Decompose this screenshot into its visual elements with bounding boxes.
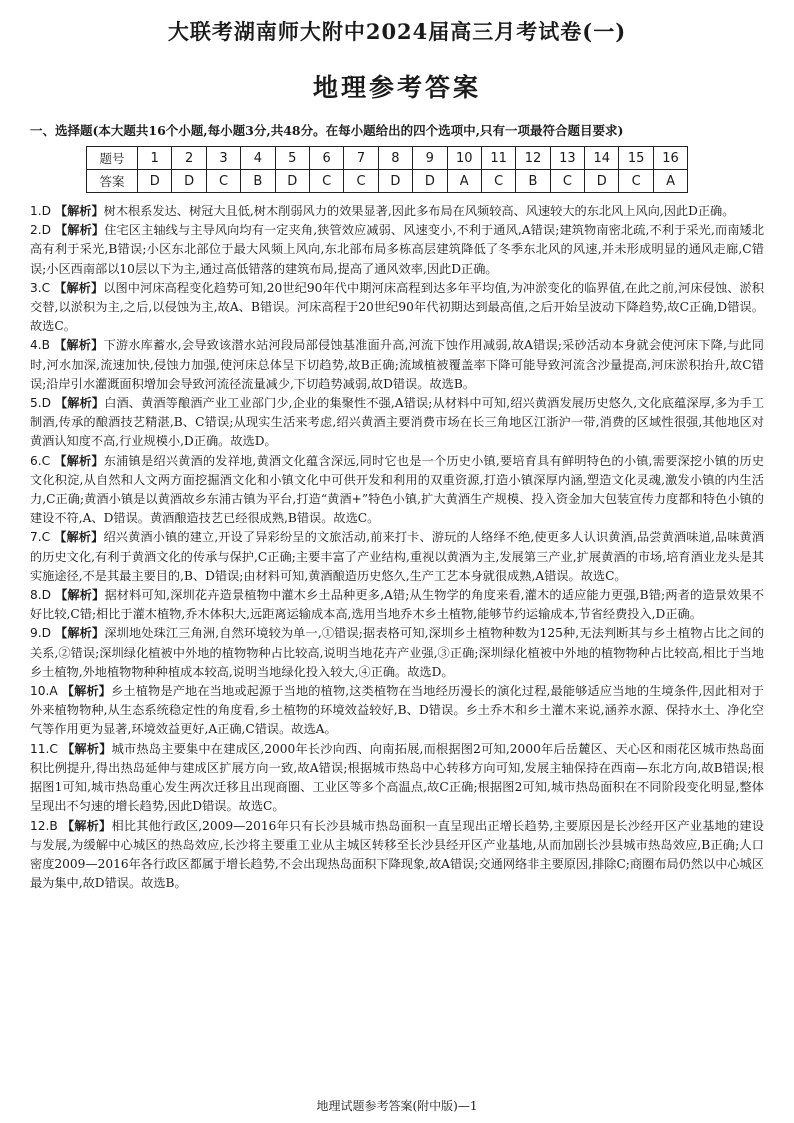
item-text: 相比其他行政区,2009—2016年只有长沙县城市热岛面积一直呈现出正增长趋势,主要原因是长沙经开区产业基地的建设与发展,为缓解中心城区的热岛效应,长沙将主要重工业从主城区转移至长沙县经开区产业基地,从而加剧长沙县城市热岛效应,B正确;人口密度2009—2016年各行政区都属于增长趋势,不会出现热岛面积下降现象,故A错误;交通网络非主要原因,排除C;商圈布局仍然以中心城区最为集中,故D错误。故选B。 xyxy=(30,818,765,891)
explanation-item xyxy=(30,528,764,586)
answer-cell: C xyxy=(206,170,240,193)
question-number: 13 xyxy=(550,147,584,170)
item-text: 城市热岛主要集中在建成区,2000年长沙向西、向南拓展,而根据图2可知,2000年后岳麓区、天心区和雨花区城市热岛面积比例提升,得出热岛延伸与建成区扩展方向一致,故A错误;根据城市热岛中心转移方向可知,发展主轴保持在西南—东北方向,故B错误;根据图1可知,城市热岛重心发生两次迁移且出现商圈、工业区等多个高温点,故C正确;根据图2可知,城市热岛面积在不同阶段变化明显,整体呈现出不匀速的增长趋势,因此D错误。故选C。 xyxy=(30,741,765,814)
answer-table xyxy=(86,146,688,193)
explanation-item xyxy=(30,452,764,529)
item-number: 3.C xyxy=(30,280,51,295)
explanations-list xyxy=(30,202,764,893)
analysis-tag: 【解析】 xyxy=(61,818,112,833)
row-label-numbers: 题号 xyxy=(87,147,138,170)
page-footer: 地理试题参考答案(附中版)—1 xyxy=(316,1099,478,1113)
item-text: 东浦镇是绍兴黄酒的发祥地,黄酒文化蕴含深远,同时它也是一个历史小镇,要培育具有鲜明特色的小镇,需要深挖小镇的历史文化积淀,从自然和人文两方面挖掘酒文化和小镇文化中可供开发和利用的双重资源,打造小镇深厚内涵,塑造文化灵魂,激发小镇的内生活力,C正确;黄酒小镇是以黄酒故乡东浦古镇为平台,打造“黄酒+”特色小镇,扩大黄酒生产规模、投入资金加大包装宣传力度都和特色小镇的建设不符,A、D错误。黄酒酿造技艺已经很成熟,B错误。故选C。 xyxy=(30,453,765,526)
row-label-answers: 答案 xyxy=(87,170,138,193)
question-number: 1 xyxy=(138,147,172,170)
analysis-tag: 【解析】 xyxy=(54,204,104,218)
explanation-item xyxy=(30,817,764,894)
item-text: 据材料可知,深圳花卉造景植物中灌木乡土品种更多,A错;从生物学的角度来看,灌木的适应能力更强,B错;两者的造景效果不好比较,C错;相比于灌木植物,乔木体积大,远距离运输成本高,选用当地乔木乡土植物,能够节约运输成本,节省经费投入,D正确。 xyxy=(30,588,765,622)
answer-cell: D xyxy=(585,170,619,193)
question-number: 14 xyxy=(585,147,619,170)
item-text: 乡土植物是产地在当地或起源于当地的植物,这类植物在当地经历漫长的演化过程,最能够适应当地的生境条件,因此相对于外来植物物种,从生态系统稳定性的角度看,乡土植物的环境效益较好,B、D错误。乡土乔木和乡土灌木来说,涵养水源、保持水土、净化空气等作用更为显著,环境效益更好,A正确,C错误。故选A。 xyxy=(30,684,764,737)
answer-cell: C xyxy=(619,170,653,193)
explanation-item xyxy=(30,202,764,221)
explanation-item xyxy=(30,586,764,624)
question-number: 10 xyxy=(447,147,481,170)
analysis-tag: 【解析】 xyxy=(55,396,105,411)
question-number: 2 xyxy=(172,147,206,170)
item-text: 白酒、黄酒等酿酒产业工业部门少,企业的集聚性不强,A错误;从材料中可知,绍兴黄酒发展历史悠久,文化底蕴深厚,多为手工制酒,传承的酿酒技艺精湛,B、C错误;从现实生活来考虑,绍兴黄酒主要消费市场在长三角地区江浙沪一带,消费的区域性很强,其他地区对黄酒认知度不高,行业规模小,D正确。故选D。 xyxy=(30,396,765,449)
analysis-tag: 【解析】 xyxy=(54,280,104,295)
explanation-item xyxy=(30,279,764,337)
item-text: 树木根系发达、树冠大且低,树木削弱风力的效果显著,因此多布局在风频较高、风速较大的东北风上风向,因此D正确。 xyxy=(103,204,735,218)
analysis-tag: 【解析】 xyxy=(54,453,104,468)
answer-cell: B xyxy=(516,170,550,193)
item-number: 4.B xyxy=(30,338,50,353)
analysis-tag: 【解析】 xyxy=(55,588,105,603)
explanation-item xyxy=(30,336,764,394)
answer-cell: D xyxy=(378,170,412,193)
item-text: 绍兴黄酒小镇的建立,开设了异彩纷呈的文旅活动,前来打卡、游玩的人络绎不绝,使更多人认识黄酒,品尝黄酒味道,品味黄酒的历史文化,有利于黄酒文化的传承与保护,C正确;主要丰富了产业结构,重视以黄酒为主,发展第三产业,扩展黄酒的市场,培育酒业龙头是其实施途径,不是其最主要目的,B、D错误;由材料可知,黄酒酿造历史悠久,生产工艺本身就很成熟,A错误。故选C。 xyxy=(30,530,765,583)
question-number: 16 xyxy=(653,147,687,170)
item-number: 8.D xyxy=(30,588,52,603)
explanation-item xyxy=(30,624,764,682)
question-number: 12 xyxy=(516,147,550,170)
question-number: 11 xyxy=(481,147,515,170)
answer-cell: A xyxy=(653,170,687,193)
analysis-tag: 【解析】 xyxy=(55,626,105,641)
answer-table-row-answers xyxy=(87,170,688,193)
explanation-item xyxy=(30,394,764,452)
answer-cell: D xyxy=(138,170,172,193)
item-text: 下游水库蓄水,会导致该潜水站河段局部侵蚀基准面升高,河流下蚀作用减弱,故A错误;采砂活动本身就会使河床下降,与此同时,河水加深,流速加快,侵蚀力加强,使河床总体呈下切趋势,故B正确;流域植被覆盖率下降可能导致河流含沙量提高,河床淤积抬升,故C错误;沿岸引水灌溉面积增加会导致河流径流量减少,下切趋势减弱,故D错误。故选B。 xyxy=(30,338,764,391)
explanation-item xyxy=(30,221,764,279)
answer-cell: D xyxy=(413,170,447,193)
item-number: 5.D xyxy=(30,396,52,411)
analysis-tag: 【解析】 xyxy=(62,741,112,756)
answer-cell: B xyxy=(241,170,275,193)
explanation-item xyxy=(30,740,764,817)
item-number: 7.C xyxy=(30,530,51,545)
answer-cell: A xyxy=(447,170,481,193)
answer-cell: C xyxy=(344,170,378,193)
analysis-tag: 【解析】 xyxy=(54,338,104,353)
answer-cell: D xyxy=(172,170,206,193)
item-text: 住宅区主轴线与主导风向均有一定夹角,狭管效应减弱、风速变小,不利于通风,A错误;建筑物南密北疏,不利于采光,而南矮北高有利于采光,B错误;小区东北部位于最大风频上风向,东北部布局多栋高层建筑降低了冬季东北风的风速,并未形成明显的通风走廊,C错误;小区西南部以10层以下为主,通过高低错落的建筑布局,提高了通风效率,因此D正确。 xyxy=(30,223,765,276)
answer-cell: C xyxy=(309,170,343,193)
analysis-tag: 【解析】 xyxy=(54,530,104,545)
explanation-item xyxy=(30,682,764,740)
item-number: 9.D xyxy=(30,626,52,641)
analysis-tag: 【解析】 xyxy=(55,223,105,238)
question-number: 3 xyxy=(206,147,240,170)
item-number: 1.D xyxy=(30,204,52,218)
exam-series-title: 大联考湖南师大附中2024届高三月考试卷(一) xyxy=(167,19,627,44)
analysis-tag: 【解析】 xyxy=(61,684,112,699)
item-number: 2.D xyxy=(30,223,52,238)
question-number: 15 xyxy=(619,147,653,170)
question-number: 9 xyxy=(413,147,447,170)
question-number: 8 xyxy=(378,147,412,170)
answer-table-row-numbers xyxy=(87,147,688,170)
item-text: 以图中河床高程变化趋势可知,20世纪90年代中期河床高程到达多年平均值,为冲淤变化的临界值,在此之前,河床侵蚀、淤积交替,以淤积为主,之后,以侵蚀为主,故A、B错误。河床高程于20世纪90年代初期达到最高值,之后开始呈波动下降趋势,故C正确,D错误。故选C。 xyxy=(30,280,765,334)
answer-cell: C xyxy=(550,170,584,193)
item-number: 6.C xyxy=(30,453,51,468)
item-number: 10.A xyxy=(30,684,58,699)
answer-cell: D xyxy=(275,170,309,193)
question-number: 7 xyxy=(344,147,378,170)
item-number: 12.B xyxy=(30,818,58,833)
item-text: 深圳地处珠江三角洲,自然环境较为单一,①错误;据表格可知,深圳乡土植物种数为125种,无法判断其与乡土植物占比之间的关系,②错误;深圳绿化植被中外地的植物物种占比较高,说明当地花卉产业强,③正确;深圳绿化植被中外地的植物物种占比较高,相比于当地乡土植物,外地植物物种种植成本较高,说明当地绿化投入较大,④正确。故选D。 xyxy=(30,626,765,679)
item-number: 11.C xyxy=(30,741,58,756)
question-number: 6 xyxy=(309,147,343,170)
answer-cell: C xyxy=(481,170,515,193)
question-number: 5 xyxy=(275,147,309,170)
page-title: 地理参考答案 xyxy=(312,73,481,102)
question-number: 4 xyxy=(241,147,275,170)
section-heading: 一、选择题(本大题共16个小题,每小题3分,共48分。在每小题给出的四个选项中,只有一项最符合题目要求) xyxy=(30,123,624,138)
